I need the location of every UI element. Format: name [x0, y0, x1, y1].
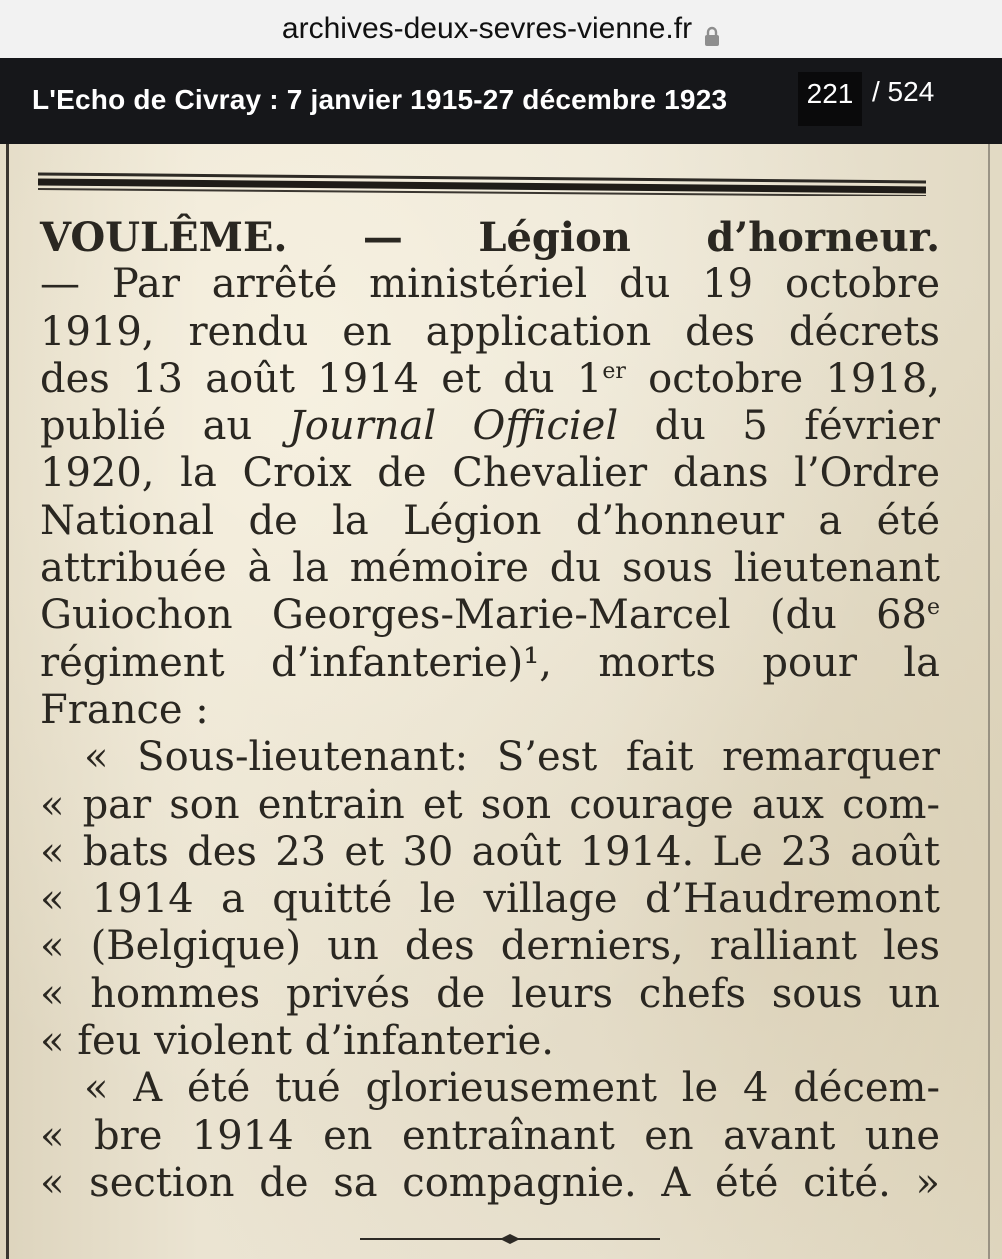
section-divider-rule	[38, 168, 926, 196]
lock-icon	[704, 20, 720, 40]
article-line: « feu violent d’infanterie.	[40, 1018, 554, 1065]
article-line: — Par arrêté ministériel du 19 octobre	[40, 261, 940, 308]
url-text: archives-deux-sevres-vienne.fr	[281, 12, 693, 45]
newspaper-scan	[0, 144, 1002, 1259]
article-line-part: octobre 1918,	[625, 355, 940, 402]
article-line: National de la Légion d’honneur a été	[40, 497, 940, 544]
article-line-part: publié au	[40, 403, 289, 450]
article-line	[40, 356, 940, 403]
article-line-part: Guiochon Georges-Marie-Marcel (du 68	[40, 592, 927, 639]
article-line: « Sous-lieutenant: S’est fait remarquer	[84, 734, 940, 781]
article-line-part: Journal Officiel	[288, 403, 619, 450]
article-line	[40, 592, 940, 639]
article-line	[40, 403, 940, 450]
article-line: « par son entrain et son courage aux com-	[40, 781, 940, 828]
page-total: / 524	[872, 76, 935, 107]
article-line: « 1914 a quitté le village d’Haudremont	[40, 876, 940, 923]
article-line: régiment d’infanterie)¹, morts pour la	[40, 639, 940, 686]
article-line: attribuée à la mémoire du sous lieutenant	[40, 545, 940, 592]
article-line: « section de sa compagnie. A été cité. »	[40, 1159, 940, 1206]
article-line-part: e	[926, 595, 940, 621]
document-viewer-header	[0, 58, 1002, 144]
document-title: L'Echo de Civray : 7 janvier 1915-27 décembre 1923	[32, 84, 728, 115]
column-rule-left	[6, 144, 9, 1259]
article-headline: VOULÊME. — Légion d’horneur.	[40, 214, 940, 261]
article-line: « bre 1914 en entraînant en avant une	[40, 1112, 940, 1159]
article-line: « bats des 23 et 30 août 1914. Le 23 août	[40, 828, 940, 875]
article-line: « A été tué glorieusement le 4 décem-	[84, 1065, 940, 1112]
article-line: « hommes privés de leurs chefs sous un	[40, 970, 940, 1017]
column-rule-right	[988, 144, 990, 1259]
article-line: 1919, rendu en application des décrets	[40, 308, 940, 355]
article-text	[40, 214, 940, 1207]
article-line-part: des 13 août 1914 et du 1	[40, 355, 603, 402]
article-end-rule	[360, 1232, 660, 1246]
article-line-part: du 5 février	[618, 403, 940, 450]
article-line: France :	[40, 686, 209, 733]
article-line-part: er	[602, 358, 626, 384]
article-line: 1920, la Croix de Chevalier dans l’Ordre	[40, 450, 940, 497]
current-page-input[interactable]: 221	[798, 72, 862, 126]
browser-address-bar[interactable]	[0, 0, 1002, 58]
article-line: « (Belgique) un des derniers, ralliant les	[40, 923, 940, 970]
